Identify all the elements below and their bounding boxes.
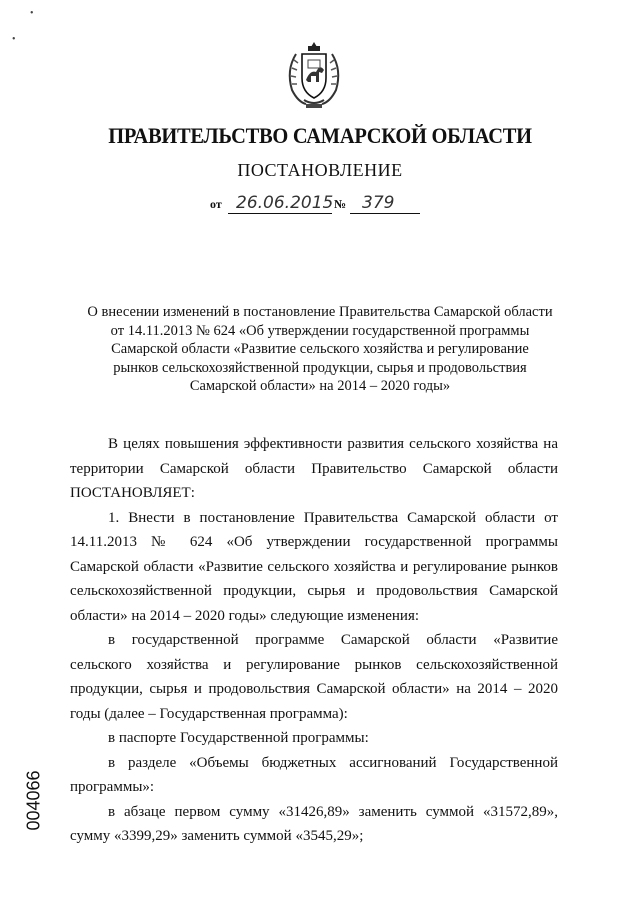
registration-number bbox=[4, 760, 64, 840]
document-type: ПОСТАНОВЛЕНИЕ bbox=[237, 160, 403, 180]
scan-mark: • bbox=[12, 34, 16, 45]
document-body bbox=[70, 432, 558, 849]
number-underline bbox=[350, 213, 420, 214]
subject-line: Самарской области» на 2014 – 2020 годы» bbox=[189, 378, 451, 394]
subject-line: О внесении изменений в постановление Правительства Самарской области bbox=[87, 304, 553, 320]
date-label: от bbox=[210, 197, 222, 211]
body-paragraph: в паспорте Государственной программы: bbox=[108, 730, 369, 746]
body-paragraph: в разделе «Объемы бюджетных ассигнований Государственной программы»: bbox=[70, 754, 558, 795]
coat-of-arms-icon bbox=[284, 40, 344, 110]
subject-line: рынков сельскохозяйственной продукции, сырья и продовольствия bbox=[113, 359, 527, 376]
date-underline bbox=[228, 213, 332, 214]
government-title: ПРАВИТЕЛЬСТВО САМАРСКОЙ ОБЛАСТИ bbox=[108, 123, 532, 148]
document-subject bbox=[70, 303, 570, 396]
body-paragraph: 1. Внести в постановление Правительства Самарской области от 14.11.2013 № 624 «Об утверждении государственной программы Самарской области «Развитие сельского хозяйства и регулирование рынков сельскохозяйственной продукции, сырья и продовольствия Самарской области» на 2014 – 2020 годы» следующие изменения: bbox=[70, 509, 558, 624]
number-value: 379 bbox=[362, 193, 395, 213]
body-paragraph: в абзаце первом сумму «31426,89» заменить суммой «31572,89», сумму «3399,29» заменить суммой «3545,29»; bbox=[70, 803, 558, 844]
date-value: 26.06.2015 bbox=[236, 193, 334, 213]
date-number-line bbox=[210, 190, 440, 216]
subject-line: Самарской области «Развитие сельского хозяйства и регулирование bbox=[111, 341, 529, 357]
scan-mark: • bbox=[30, 8, 34, 19]
body-paragraph: в государственной программе Самарской области «Развитие сельского хозяйства и регулирование рынков сельскохозяйственной продукции, сырья и продовольствия Самарской области» на 2014 – 2020 годы (далее – Государственная программа): bbox=[70, 632, 558, 722]
number-label: № bbox=[334, 197, 347, 211]
subject-line: от 14.11.2013 № 624 «Об утверждении государственной программы bbox=[110, 322, 530, 339]
registration-number-text: 004066 bbox=[23, 769, 44, 831]
body-paragraph: В целях повышения эффективности развития сельского хозяйства на территории Самарской области Правительство Самарской области ПОСТАНОВЛЯЕТ: bbox=[70, 436, 558, 501]
